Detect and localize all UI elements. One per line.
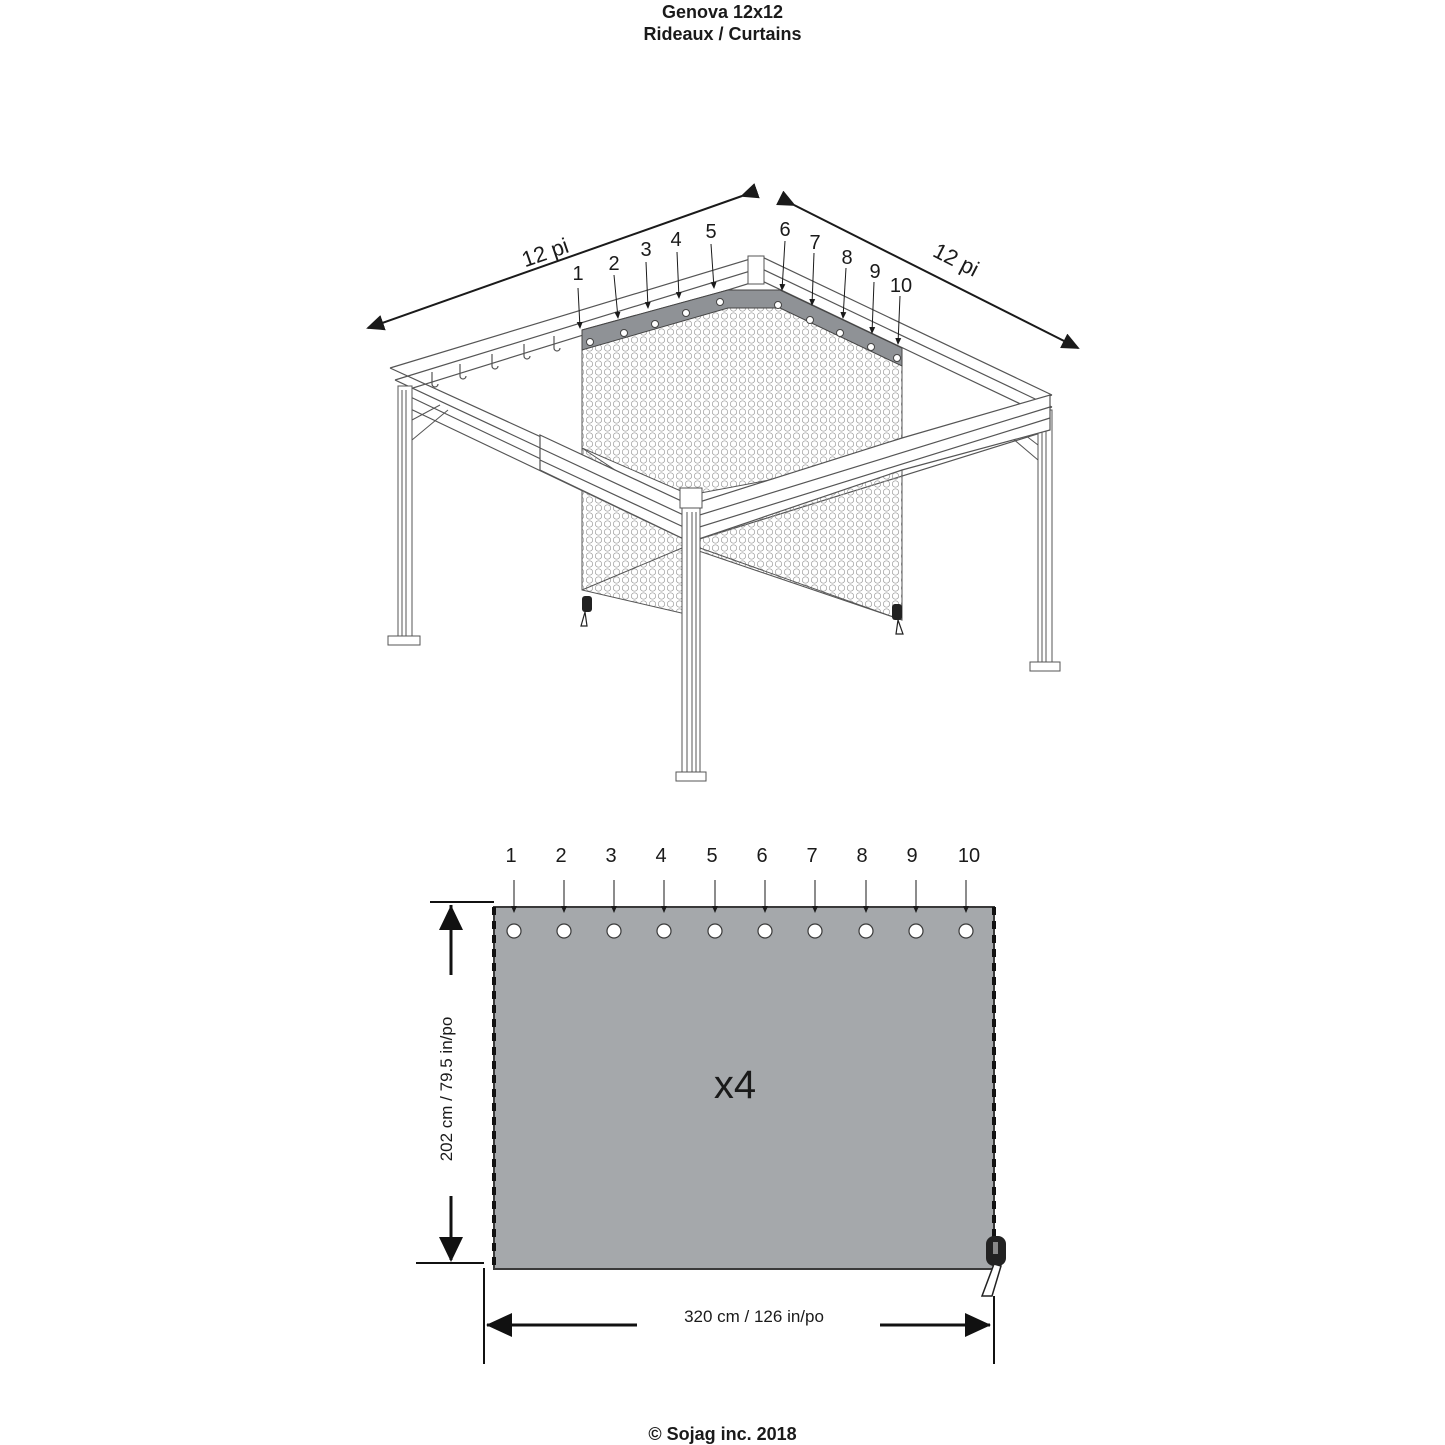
grommet-number-3: 3	[605, 845, 617, 867]
grommet-number-1: 1	[505, 845, 517, 867]
gazebo-illustration	[368, 196, 1078, 781]
height-label: 202 cm / 79.5 in/po	[437, 1016, 456, 1162]
hook-number-4: 4	[670, 229, 682, 251]
zipper-icon	[581, 596, 592, 626]
hook-number-9: 9	[869, 261, 881, 283]
hook-number-1: 1	[572, 263, 584, 285]
grommet-number-6: 6	[756, 845, 768, 867]
grommet-number-5: 5	[706, 845, 718, 867]
hook-number-10: 10	[889, 275, 913, 297]
hook-number-6: 6	[779, 219, 791, 241]
hook-number-7: 7	[809, 232, 821, 254]
grommet-number-10: 10	[957, 845, 981, 867]
hook-number-3: 3	[640, 239, 652, 261]
grommet-number-2: 2	[555, 845, 567, 867]
grommet-number-9: 9	[906, 845, 918, 867]
grommet-number-7: 7	[806, 845, 818, 867]
width-label: 320 cm / 126 in/po	[684, 1307, 824, 1326]
quantity-label: x4	[713, 1063, 757, 1107]
hook-number-8: 8	[841, 247, 853, 269]
copyright-notice: © Sojag inc. 2018	[648, 1424, 797, 1444]
diagram-title: Genova 12x12	[661, 2, 784, 22]
diagram-subtitle: Rideaux / Curtains	[643, 24, 802, 44]
width-label-right: 12 pi	[929, 237, 984, 282]
hook-number-2: 2	[608, 253, 620, 275]
width-label-left: 12 pi	[518, 232, 572, 273]
grommet-number-4: 4	[655, 845, 667, 867]
hook-number-5: 5	[705, 221, 717, 243]
grommet-number-8: 8	[856, 845, 868, 867]
